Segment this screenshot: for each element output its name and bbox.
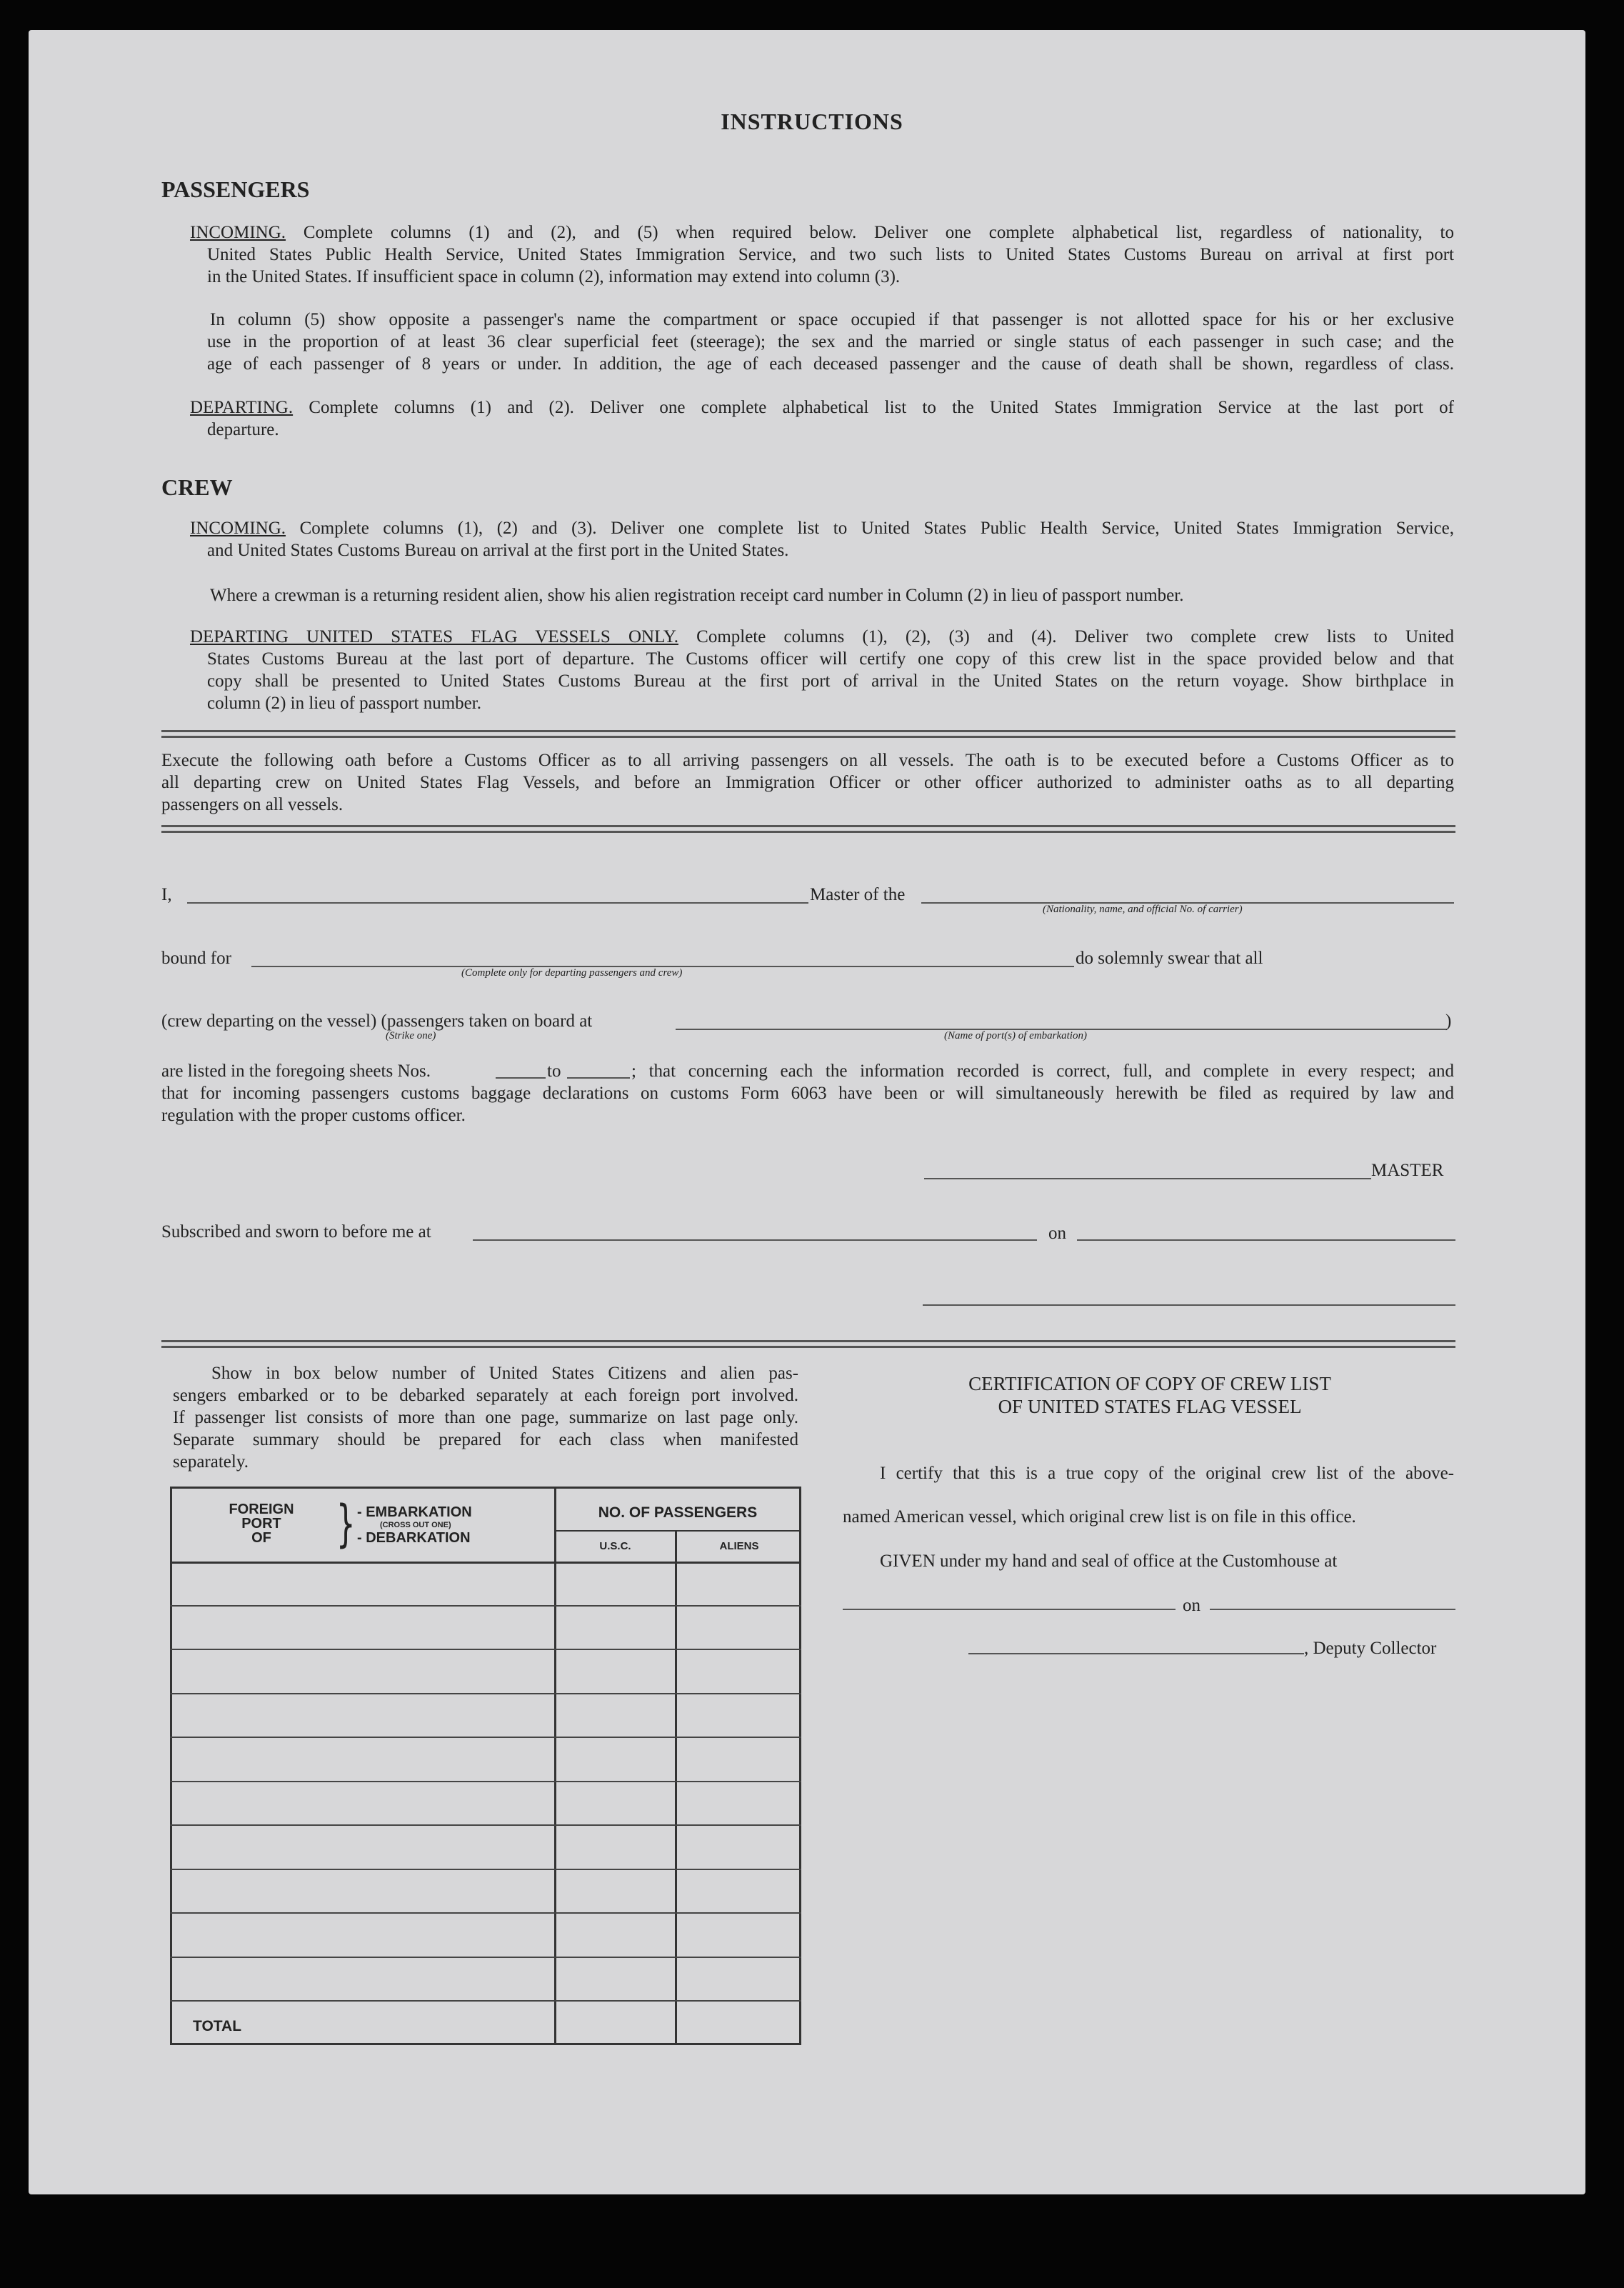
debarkation-label: - DEBARKATION: [357, 1530, 471, 1546]
table-row-line: [170, 1605, 801, 1607]
certification-date-line[interactable]: [1210, 1609, 1455, 1610]
table-row-line: [170, 1912, 801, 1914]
strike-one-caption: (Strike one): [386, 1030, 436, 1041]
listed-to-label: to: [547, 1061, 561, 1081]
foreign-label: FOREIGN: [229, 1502, 294, 1517]
bound-caption: (Complete only for departing passengers and crew): [461, 967, 683, 979]
table-row-line: [170, 1869, 801, 1870]
table-row-line: [170, 1957, 801, 1958]
certification-line1: I certify that this is a true copy of the original crew list of the above-: [880, 1464, 1454, 1483]
deputy-signature-line[interactable]: [968, 1653, 1304, 1654]
listed-text: ; that concerning each the information recorded is correct, full, and complete in every respect; and: [631, 1061, 1454, 1081]
passengers-col5-line1: In column (5) show opposite a passenger's name the compartment or space occupied if that passenger is not allotted space for his or her exclusive: [210, 310, 1454, 329]
summary-line3: If passenger list consists of more than one page, summarize on last page only.: [173, 1408, 798, 1427]
oath-i-label: I,: [161, 885, 172, 904]
table-row-line: [170, 2000, 801, 2002]
bound-for-label: bound for: [161, 949, 231, 968]
subscribed-on-label: on: [1048, 1224, 1066, 1243]
oath-intro-line3: passengers on all vessels.: [161, 795, 344, 814]
passengers-departing-line1: [190, 396, 1454, 419]
header-brace-icon: }: [336, 1494, 356, 1553]
crew-departing-label: DEPARTING UNITED STATES FLAG VESSELS ONLY.: [190, 627, 678, 646]
port-caption: (Name of port(s) of embarkation): [944, 1030, 1087, 1041]
oath-line2: that for incoming passengers customs baggage declarations on customs Form 6063 have been or will simultaneously herewith be filed as required by law and: [161, 1084, 1454, 1103]
customhouse-place-line[interactable]: [843, 1609, 1176, 1610]
master-label: MASTER: [1371, 1161, 1444, 1180]
passengers-departing-line2: departure.: [207, 420, 279, 439]
passengers-incoming-line1: [190, 221, 1454, 244]
of-label: OF: [251, 1530, 271, 1546]
table-header-divider: [170, 1562, 801, 1564]
crew-incoming-line1: [190, 517, 1454, 539]
certification-heading2: OF UNITED STATES FLAG VESSEL: [998, 1396, 1302, 1417]
master-signature-line[interactable]: [924, 1178, 1371, 1179]
subscribed-place-line[interactable]: [473, 1239, 1037, 1241]
passengers-col5-line2: use in the proportion of at least 36 clear superficial feet (steerage); the sex and the married or single status of each passenger in such case; and the: [207, 332, 1454, 351]
oath-intro-line2: all departing crew on United States Flag Vessels, and before an Immigration Officer or other officer authorized to administer oaths as to all departing: [161, 773, 1454, 792]
table-row-line: [170, 1649, 801, 1650]
passengers-col5-line3: age of each passenger of 8 years or under. In addition, the age of each deceased passenger and the cause of death shall be shown, regardless of class.: [207, 354, 1454, 374]
summary-line2: sengers embarked or to be debarked separately at each foreign port involved.: [173, 1386, 798, 1405]
passengers-departing-text: Complete columns (1) and (2). Deliver one complete alphabetical list to the United States Immigration Service at the last port of: [309, 398, 1454, 417]
subscribed-label: Subscribed and sworn to before me at: [161, 1222, 431, 1242]
passengers-heading: PASSENGERS: [161, 176, 310, 202]
column-divider-usc: [675, 1530, 677, 2045]
deputy-collector-label: , Deputy Collector: [1304, 1639, 1437, 1658]
table-row-line: [170, 1781, 801, 1782]
summary-line4: Separate summary should be prepared for each class when manifested: [173, 1430, 798, 1449]
crew-departing-line1: [190, 626, 1454, 648]
oath-intro-line1: Execute the following oath before a Customs Officer as to all arriving passengers on all vessels. The oath is to be executed before a Customs Officer as to: [161, 751, 1454, 770]
column-divider-port: [554, 1487, 556, 2045]
crew-incoming-label: INCOMING.: [190, 519, 286, 538]
cross-out-label: (CROSS OUT ONE): [380, 1521, 451, 1529]
sheet-to-line[interactable]: [567, 1077, 630, 1079]
crew-heading: CREW: [161, 474, 233, 500]
table-row-line: [170, 1693, 801, 1694]
aliens-header: ALIENS: [719, 1540, 759, 1552]
passenger-summary-table: [170, 1487, 801, 2045]
oath-line3: regulation with the proper customs officer.: [161, 1106, 466, 1125]
total-label: TOTAL: [193, 2018, 242, 2034]
table-row-line: [170, 1737, 801, 1738]
no-passengers-header: NO. OF PASSENGERS: [598, 1504, 758, 1521]
section-divider: [161, 730, 1455, 738]
certification-line2: named American vessel, which original crew list is on file in this office.: [843, 1507, 1356, 1527]
foreign-port-header: [211, 1502, 311, 1545]
crew-incoming-text: Complete columns (1), (2) and (3). Deliver one complete list to United States Public Health Service, United States Immigration Service,: [299, 519, 1454, 538]
crew-resident-line: Where a crewman is a returning resident alien, show his alien registration receipt card number in Column (2) in lieu of passport number.: [210, 586, 1184, 605]
crew-departing-line3: copy shall be presented to United States Customs Bureau at the first port of arrival in the United States on the return voyage. Show birthplace in: [207, 671, 1454, 691]
close-paren: ): [1445, 1011, 1452, 1031]
summary-line1: Show in box below number of United States Citizens and alien pas-: [211, 1364, 798, 1383]
port-label: PORT: [241, 1516, 281, 1532]
embark-header: [357, 1506, 472, 1544]
certification-line3: GIVEN under my hand and seal of office at the Customhouse at: [880, 1552, 1338, 1571]
crew-departing-text: Complete columns (1), (2), (3) and (4). Deliver two complete crew lists to United: [696, 627, 1455, 646]
crew-departing-line4: column (2) in lieu of passport number.: [207, 694, 481, 713]
passengers-incoming-label: INCOMING.: [190, 223, 286, 242]
summary-line5: separately.: [173, 1452, 249, 1472]
crew-departing-option: (crew departing on the vessel) (passengers taken on board at: [161, 1011, 593, 1031]
usc-header: U.S.C.: [599, 1540, 631, 1552]
section-divider: [161, 825, 1455, 833]
embarkation-label: - EMBARKATION: [357, 1504, 472, 1520]
sheet-from-line[interactable]: [496, 1077, 546, 1079]
master-name-line[interactable]: [187, 902, 808, 904]
officer-signature-line[interactable]: [923, 1304, 1455, 1306]
table-row-line: [170, 1824, 801, 1826]
passengers-incoming-text: Complete columns (1) and (2), and (5) when required below. Deliver one complete alphabetical list, regardless of nationality, to: [303, 223, 1455, 242]
passengers-incoming-line3: in the United States. If insufficient space in column (2), information may extend into column (3).: [207, 267, 901, 286]
passengers-incoming-line2: United States Public Health Service, United States Immigration Service, and two such lists to United States Customs Bureau on arrival at first port: [207, 245, 1454, 264]
carrier-caption: (Nationality, name, and official No. of carrier): [1043, 904, 1243, 915]
swear-text: do solemnly swear that all: [1076, 949, 1263, 968]
section-divider: [161, 1340, 1455, 1348]
certification-heading1: CERTIFICATION OF COPY OF CREW LIST: [968, 1373, 1331, 1394]
passengers-departing-label: DEPARTING.: [190, 398, 294, 417]
master-of-the-label: Master of the: [810, 885, 906, 904]
listed-label: are listed in the foregoing sheets Nos.: [161, 1061, 431, 1081]
crew-incoming-line2: and United States Customs Bureau on arrival at the first port in the United States.: [207, 541, 789, 560]
subscribed-date-line[interactable]: [1077, 1239, 1455, 1241]
crew-departing-line2: States Customs Bureau at the last port of departure. The Customs officer will certify one copy of this crew list in the space provided below and that: [207, 649, 1454, 669]
certification-on-label: on: [1183, 1596, 1201, 1615]
page-title: INSTRUCTIONS: [721, 109, 903, 134]
passengers-subheader-divider: [554, 1530, 801, 1532]
